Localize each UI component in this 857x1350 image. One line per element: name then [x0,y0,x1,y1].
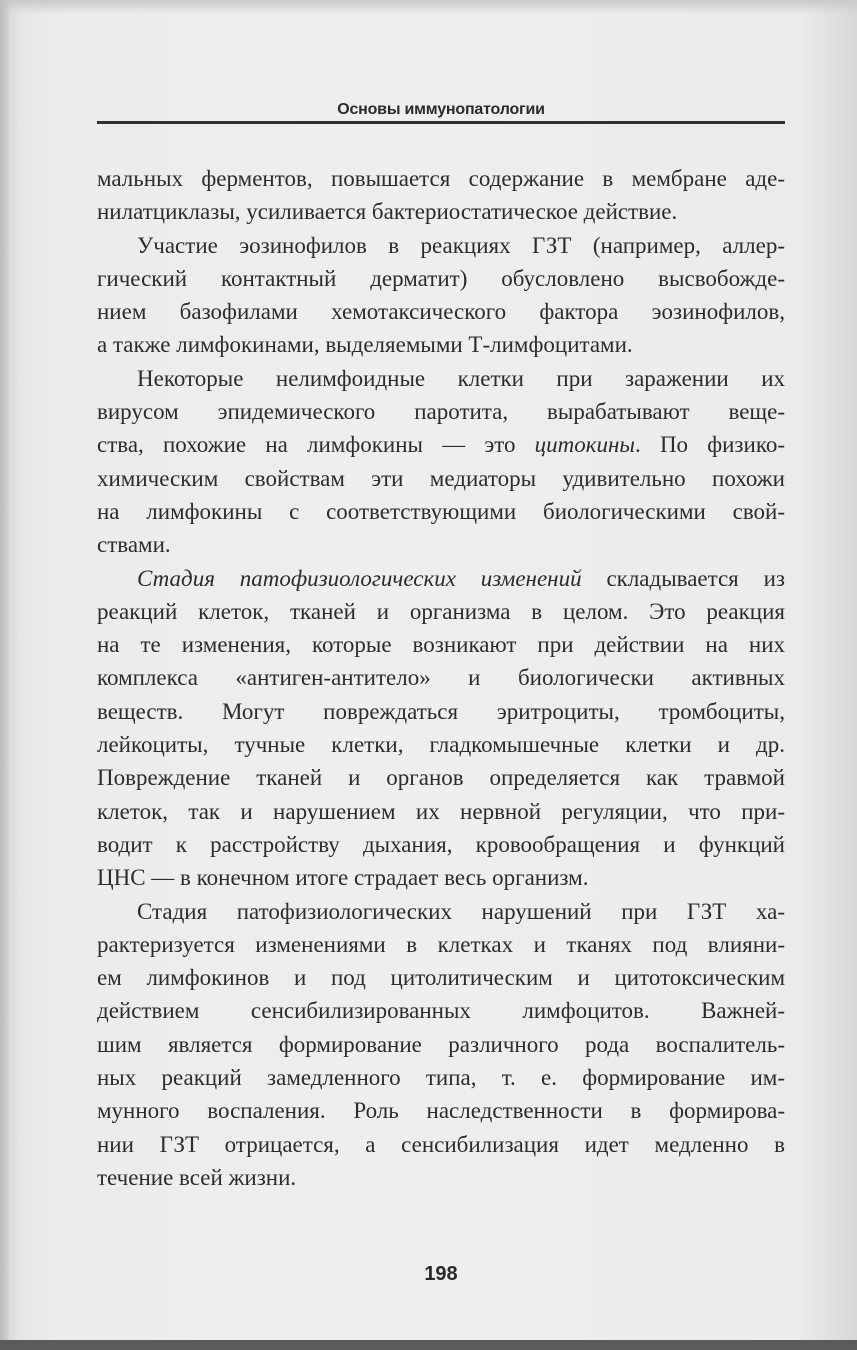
page-top-shadow [0,0,857,14]
paragraph-4 [97,562,785,895]
header-rule [97,121,785,124]
text-line: нием базофилами хемотаксического фактора эозинофилов, [97,299,785,325]
text-line: комплекса «антиген-антитело» и биологически активных [97,665,785,691]
paragraph-5 [97,895,785,1195]
text-line: клеток, так и нарушением их нервной регуляции, что при- [97,798,785,824]
body-text [97,162,785,1194]
term-cytokines: цитокины [534,432,636,458]
text-line: реакций клеток, тканей и организма в целом. Это реакция [97,598,785,624]
text-line: ЦНС — в конечном итоге страдает весь организм. [97,865,589,891]
running-head: Основы иммунопатологии [337,101,545,118]
text-line: рактеризуется изменениями в клетках и тканях под влияни- [97,931,785,957]
paragraph-3 [97,362,785,562]
page-number: 198 [424,1263,458,1285]
text-line: вирусом эпидемического паротита, вырабатывают веще- [97,399,785,425]
text-line: лейкоциты, тучные клетки, гладкомышечные клетки и др. [97,732,785,758]
paragraph-1 [97,162,785,229]
text-line-with-term [97,428,785,461]
text-line: химическим свойствам эти медиаторы удивительно похожи [97,465,785,491]
text-line: мальных ферментов, повышается содержание в мембране аде- [97,166,785,191]
text-line: нилатциклазы, усиливается бактериостатическое действие. [97,199,678,225]
text-line: действием сенсибилизированных лимфоцитов. Важней- [97,998,785,1024]
text-line: Некоторые нелимфоидные клетки при заражении их [137,365,785,391]
text-line: шим является формирование различного рода воспалитель- [97,1031,785,1057]
text-line: Участие эозинофилов в реакциях ГЗТ (например, аллер- [137,232,785,258]
page-bottom-edge [0,1340,857,1350]
page-left-shadow [0,0,10,1350]
text-line: гический контактный дерматит) обусловлено высвобожде- [97,265,785,291]
text-line: течение всей жизни. [97,1164,297,1190]
text-segment: складывается из [606,565,786,591]
text-line: веществ. Могут повреждаться эритроциты, тромбоциты, [97,698,785,724]
text-segment: ства, похожие на лимфокины — это [97,432,516,458]
text-line: Повреждение тканей и органов определяется как травмой [97,765,785,791]
text-line: ствами. [97,532,171,558]
term-stage-pathophysiological-changes: Стадия патофизиологических изменений [137,565,582,591]
text-line: водит к расстройству дыхания, кровообращения и функций [97,831,785,857]
text-line: ем лимфокинов и под цитолитическим и цитотоксическим [97,965,785,991]
text-segment: . По физико- [635,432,785,458]
text-line: а также лимфокинами, выделяемыми Т-лимфоцитами. [97,332,633,358]
text-line: ных реакций замедленного типа, т. е. формирование им- [97,1065,785,1091]
text-line-with-term [97,562,785,595]
text-line: Стадия патофизиологических нарушений при ГЗТ ха- [137,898,785,924]
text-line: на те изменения, которые возникают при действии на них [97,632,785,658]
text-line: мунного воспаления. Роль наследственности в формирова- [97,1098,785,1124]
text-line: на лимфокины с соответствующими биологическими свой- [97,498,785,524]
paragraph-2 [97,229,785,362]
text-line: нии ГЗТ отрицается, а сенсибилизация идет медленно в [97,1131,785,1157]
